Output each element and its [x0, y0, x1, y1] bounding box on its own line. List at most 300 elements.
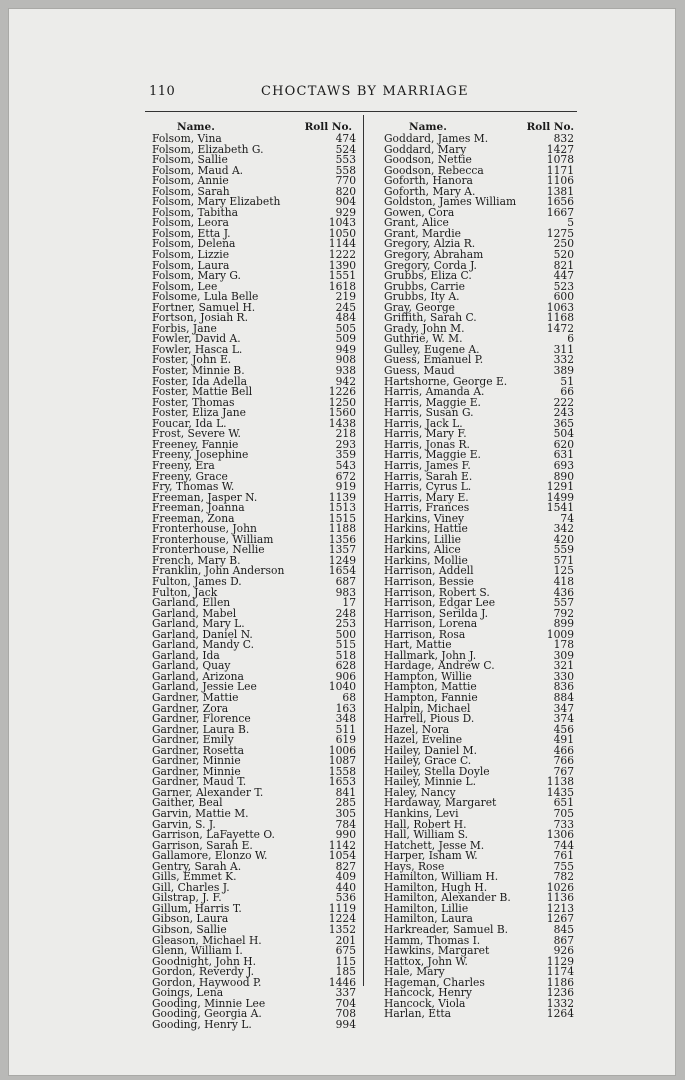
entry-name: Gillum, Harris T.	[152, 901, 242, 915]
entry-roll-number: 1654	[328, 564, 356, 578]
entry-roll-number: 51	[560, 374, 574, 388]
entry-roll-number: 509	[335, 332, 356, 346]
entry-name: Garland, Mary L.	[152, 617, 245, 631]
entry-roll-number: 321	[553, 659, 574, 673]
entry-roll-number: 884	[553, 690, 574, 704]
entry-roll-number: 420	[553, 532, 574, 546]
entry-roll-number: 185	[335, 965, 356, 979]
entry-name: Guess, Maud	[384, 364, 455, 378]
entry-roll-number: 409	[335, 870, 356, 884]
entry-name: Gregory, Abraham	[384, 248, 484, 262]
entry-roll-number: 219	[335, 290, 356, 304]
entry-roll-number: 115	[335, 954, 356, 968]
entry-name: Garvin, Mattie M.	[152, 807, 249, 820]
entry-name: Franklin, John Anderson	[152, 564, 285, 578]
entry-roll-number: 1558	[328, 764, 356, 778]
entry-name: Hancock, Henry	[384, 986, 472, 1000]
entry-name: Gordon, Reverdy J.	[152, 965, 255, 979]
entry-roll-number: 1499	[546, 490, 574, 504]
entry-roll-number: 342	[553, 522, 574, 536]
entry-name: Gooding, Georgia A.	[152, 1007, 262, 1021]
entry-roll-number: 1390	[328, 258, 356, 272]
entry-roll-number: 1435	[546, 785, 574, 799]
column-divider	[363, 115, 364, 986]
entry-name: Harkins, Hattie	[384, 522, 468, 536]
entry-name: Hamilton, William H.	[384, 870, 499, 884]
entry-name: Hawkins, Margaret	[384, 944, 490, 958]
entry-name: Gardner, Zora	[152, 701, 229, 715]
entry-name: Foster, Eliza Jane	[152, 406, 246, 420]
entry-roll-number: 733	[553, 817, 574, 831]
entry-roll-number: 553	[335, 153, 356, 167]
entry-roll-number: 511	[335, 722, 356, 736]
entry-roll-number: 1356	[328, 532, 356, 546]
entry-roll-number: 766	[553, 754, 574, 768]
entry-roll-number: 983	[335, 585, 356, 599]
entry-name: Folsom, Annie	[152, 174, 229, 188]
entry-roll-number: 1186	[546, 975, 574, 989]
entry-roll-number: 389	[553, 364, 574, 378]
entry-name: Goforth, Hanora	[384, 174, 473, 188]
entry-roll-number: 904	[335, 195, 356, 209]
entry-name: Hankins, Levi	[384, 807, 459, 820]
entry-roll-number: 484	[335, 311, 356, 325]
entry-roll-number: 1168	[546, 311, 574, 325]
right-entry-list	[382, 134, 578, 1020]
entry-name: Hall, William S.	[384, 828, 469, 842]
entry-roll-number: 1040	[328, 680, 356, 694]
entry-roll-number: 1472	[546, 321, 574, 335]
entry-roll-number: 761	[553, 849, 574, 863]
entry-roll-number: 305	[335, 807, 356, 820]
entry-roll-number: 1026	[546, 880, 574, 894]
entry-roll-number: 926	[553, 944, 574, 958]
entry-name: Hamm, Thomas I.	[384, 933, 481, 947]
entry-name: Glenn, William I.	[152, 944, 243, 958]
entry-roll-number: 687	[335, 574, 356, 588]
entry-roll-number: 841	[335, 785, 356, 799]
entry-roll-number: 1381	[546, 184, 574, 198]
entry-name: Fortson, Josiah R.	[152, 311, 248, 325]
entry-name: Gardner, Rosetta	[152, 743, 245, 757]
entry-name: Halpin, Michael	[384, 701, 471, 715]
entry-name: Fulton, Jack	[152, 585, 218, 599]
entry-name: Gardner, Mattie	[152, 690, 239, 704]
entry-name: Freeny, Grace	[152, 469, 228, 483]
entry-roll-number: 1236	[546, 986, 574, 1000]
entry-roll-number: 1352	[328, 923, 356, 937]
entry-roll-number: 1291	[546, 480, 574, 494]
entry-name: Foster, Ida Adella	[152, 374, 248, 388]
entry-roll-number: 1653	[328, 775, 356, 789]
entry-roll-number: 332	[553, 353, 574, 367]
entry-name: Goodson, Rebecca	[384, 163, 484, 177]
entry-roll-number: 1618	[328, 279, 356, 293]
entry-roll-number: 1513	[328, 501, 356, 515]
entry-roll-number: 755	[553, 859, 574, 873]
entry-name: Gardner, Maud T.	[152, 775, 247, 789]
entry-roll-number: 74	[560, 511, 574, 525]
entry-name: Grant, Mardie	[384, 226, 461, 240]
entry-roll-number: 1087	[328, 754, 356, 768]
entry-name: Freeman, Joanna	[152, 501, 245, 515]
entry-name: Harrison, Lorena	[384, 617, 478, 631]
entry-name: Hamilton, Lillie	[384, 901, 469, 915]
entry-name: Hartshorne, George E.	[384, 374, 508, 388]
entry-name: Garland, Arizona	[152, 669, 244, 683]
entry-roll-number: 466	[553, 743, 574, 757]
entry-name: Hardaway, Margaret	[384, 796, 497, 810]
entry-name: Goodnight, John H.	[152, 954, 256, 968]
entry-roll-number: 836	[553, 680, 574, 694]
entry-roll-number: 558	[335, 163, 356, 177]
entry-name: Guthrie, W. M.	[384, 332, 463, 346]
entry-roll-number: 994	[335, 1017, 356, 1031]
entry-roll-number: 908	[335, 353, 356, 367]
entry-name: Garrison, LaFayette O.	[152, 828, 275, 842]
name-column-heading: Name.	[177, 121, 215, 133]
entry-name: Fulton, James D.	[152, 574, 242, 588]
entry-roll-number: 1427	[546, 142, 574, 156]
right-column	[382, 121, 578, 1020]
entry-roll-number: 1438	[328, 416, 356, 430]
entry-roll-number: 559	[553, 543, 574, 557]
entry-name: Hailey, Daniel M.	[384, 743, 477, 757]
entry-name: Gill, Charles J.	[152, 880, 230, 894]
entry-name: Harrison, Edgar Lee	[384, 596, 496, 610]
entry-name: Hallmark, John J.	[384, 648, 477, 662]
entry-roll-number: 631	[553, 448, 574, 462]
entry-roll-number: 245	[335, 300, 356, 314]
entry-roll-number: 1142	[328, 838, 356, 852]
entry-roll-number: 1174	[546, 965, 574, 979]
entry-roll-number: 867	[553, 933, 574, 947]
entry-name: Hamilton, Hugh H.	[384, 880, 488, 894]
entry-name: Gleason, Michael H.	[152, 933, 262, 947]
entry-roll-number: 543	[335, 458, 356, 472]
entry-name: Harrison, Serilda J.	[384, 606, 488, 620]
entry-roll-number: 337	[335, 986, 356, 1000]
entry-name: Fronterhouse, Nellie	[152, 543, 265, 557]
entry-roll-number: 222	[553, 395, 574, 409]
name-column-heading: Name.	[409, 121, 447, 133]
entry-roll-number: 949	[335, 342, 356, 356]
entry-roll-number: 68	[342, 690, 356, 704]
entry-roll-number: 832	[553, 132, 574, 145]
entry-roll-number: 447	[553, 269, 574, 283]
entry-name: Harkreader, Samuel B.	[384, 923, 509, 937]
entry-roll-number: 243	[553, 406, 574, 420]
entry-roll-number: 1144	[328, 237, 356, 251]
entry-roll-number: 1249	[328, 553, 356, 567]
entry-roll-number: 293	[335, 437, 356, 451]
entry-roll-number: 792	[553, 606, 574, 620]
entry-roll-number: 436	[553, 585, 574, 599]
entry-roll-number: 672	[335, 469, 356, 483]
entry-roll-number: 705	[553, 807, 574, 820]
entry-name: Gooding, Minnie Lee	[152, 996, 266, 1010]
entry-roll-number: 1078	[546, 153, 574, 167]
entry-name: Gardner, Laura B.	[152, 722, 250, 736]
entry-roll-number: 938	[335, 364, 356, 378]
entry-name: Hattox, John W.	[384, 954, 468, 968]
entry-name: Fronterhouse, John	[152, 522, 257, 536]
entry-name: Harkins, Alice	[384, 543, 461, 557]
entry-roll-number: 524	[335, 142, 356, 156]
entry-name: Harrison, Robert S.	[384, 585, 490, 599]
entry-roll-number: 1226	[328, 385, 356, 399]
entry-name: Hale, Mary	[384, 965, 445, 979]
entry-name: Harkins, Lillie	[384, 532, 461, 546]
entry-name: Hamilton, Laura	[384, 912, 473, 926]
entry-roll-number: 1009	[546, 627, 574, 641]
header-rule	[145, 111, 577, 112]
entry-roll-number: 1188	[328, 522, 356, 536]
running-title: CHOCTAWS BY MARRIAGE	[261, 84, 469, 99]
entry-roll-number: 456	[553, 722, 574, 736]
entry-roll-number: 744	[553, 838, 574, 852]
entry-name: Hancock, Viola	[384, 996, 466, 1010]
entry-name: Garland, Ida	[152, 648, 220, 662]
entry-roll-number: 6	[567, 332, 574, 346]
entry-name: Grubbs, Carrie	[384, 279, 466, 293]
entry-name: Folsom, Mary Elizabeth	[152, 195, 281, 209]
entry-roll-number: 365	[553, 416, 574, 430]
entry-roll-number: 651	[553, 796, 574, 810]
entry-roll-number: 500	[335, 627, 356, 641]
entry-roll-number: 374	[553, 712, 574, 726]
entry-name: Hays, Rose	[384, 859, 445, 873]
entry-name: Gilstrap, J. F.	[152, 891, 222, 905]
entry-roll-number: 178	[553, 638, 574, 652]
entry-roll-number: 1171	[546, 163, 574, 177]
entry-roll-number: 125	[553, 564, 574, 578]
entry-name: Fronterhouse, William	[152, 532, 274, 546]
entry-roll-number: 1332	[546, 996, 574, 1010]
entry-name: Gills, Emmet K.	[152, 870, 237, 884]
entry-name: Harper, Isham W.	[384, 849, 478, 863]
entry-name: Folsom, Lee	[152, 279, 218, 293]
entry-roll-number: 782	[553, 870, 574, 884]
entry-roll-number: 1139	[328, 490, 356, 504]
left-column	[150, 121, 360, 1030]
entry-name: Goforth, Mary A.	[384, 184, 476, 198]
entry-roll-number: 536	[335, 891, 356, 905]
entry-name: Hailey, Stella Doyle	[384, 764, 490, 778]
entry-roll-number: 820	[335, 184, 356, 198]
entry-name: Folsom, Tabitha	[152, 205, 239, 219]
entry-roll-number: 1213	[546, 901, 574, 915]
entry-roll-number: 248	[335, 606, 356, 620]
entry-name: Grubbs, Ity A.	[384, 290, 460, 304]
entry-name: Gordon, Haywood P.	[152, 975, 262, 989]
entry-name: Grubbs, Eliza C.	[384, 269, 472, 283]
entry-name: Foster, Mattie Bell	[152, 385, 253, 399]
entry-name: Harris, Amanda A.	[384, 385, 485, 399]
entry-name: Folsom, Lizzie	[152, 248, 230, 262]
entry-roll-number: 348	[335, 712, 356, 726]
entry-name: Harris, James F.	[384, 458, 471, 472]
entry-roll-number: 1138	[546, 775, 574, 789]
entry-name: Goings, Lena	[152, 986, 224, 1000]
entry-roll-number: 1119	[328, 901, 356, 915]
entry-roll-number: 767	[553, 764, 574, 778]
entry-roll-number: 66	[560, 385, 574, 399]
entry-name: Harris, Jonas R.	[384, 437, 470, 451]
entry-name: Hardage, Andrew C.	[384, 659, 495, 673]
entry-name: Hatchett, Jesse M.	[384, 838, 485, 852]
entry-name: Foucar, Ida L.	[152, 416, 227, 430]
entry-name: Forbis, Jane	[152, 321, 217, 335]
entry-roll-number: 474	[335, 132, 356, 145]
entry-name: Harris, Cyrus L.	[384, 480, 472, 494]
entry-name: Folsom, Laura	[152, 258, 230, 272]
entry-name: Garrison, Sarah E.	[152, 838, 253, 852]
entry-roll-number: 821	[553, 258, 574, 272]
entry-roll-number: 620	[553, 437, 574, 451]
entry-name: Folsom, Delena	[152, 237, 236, 251]
entry-name: Harrison, Rosa	[384, 627, 466, 641]
entry-roll-number: 505	[335, 321, 356, 335]
entry-name: Freeman, Zona	[152, 511, 235, 525]
entry-roll-number: 675	[335, 944, 356, 958]
entry-roll-number: 704	[335, 996, 356, 1010]
entry-roll-number: 1063	[546, 300, 574, 314]
entry-name: Fortner, Samuel H.	[152, 300, 256, 314]
entry-name: Hazel, Eveline	[384, 733, 463, 747]
entry-name: Harrison, Addell	[384, 564, 474, 578]
entry-name: Grant, Alice	[384, 216, 449, 230]
entry-name: Harris, Mary E.	[384, 490, 469, 504]
entry-roll-number: 1043	[328, 216, 356, 230]
entry-name: Folsom, Vina	[152, 132, 222, 145]
entry-name: Gentry, Sarah A.	[152, 859, 242, 873]
entry-name: Freeny, Josephine	[152, 448, 249, 462]
entry-roll-number: 1250	[328, 395, 356, 409]
entry-name: Folsom, Sallie	[152, 153, 228, 167]
entry-roll-number: 770	[335, 174, 356, 188]
entry-roll-number: 218	[335, 427, 356, 441]
entry-name: Gibson, Sallie	[152, 923, 227, 937]
entry-name: Freeny, Era	[152, 458, 215, 472]
entry-name: Foster, Minnie B.	[152, 364, 245, 378]
entry-roll-number: 5	[567, 216, 574, 230]
entry-name: Garland, Quay	[152, 659, 231, 673]
entry-name: Gardner, Minnie	[152, 754, 241, 768]
entry-roll-number: 253	[335, 617, 356, 631]
entry-name: Gallamore, Elonzo W.	[152, 849, 268, 863]
roll-column-heading: Roll No.	[526, 121, 574, 133]
entry-roll-number: 906	[335, 669, 356, 683]
entry-name: Hageman, Charles	[384, 975, 485, 989]
entry-roll-number: 309	[553, 648, 574, 662]
entry-name: Harlan, Etta	[384, 1007, 452, 1021]
entry-roll-number: 504	[553, 427, 574, 441]
entry-roll-number: 1106	[546, 174, 574, 188]
entry-name: Hailey, Minnie L.	[384, 775, 477, 789]
entry-name: Folsome, Lula Belle	[152, 290, 259, 304]
entry-name: Hamilton, Alexander B.	[384, 891, 511, 905]
entry-roll-number: 359	[335, 448, 356, 462]
entry-name: Griffith, Sarah C.	[384, 311, 477, 325]
entry-name: Goddard, Mary	[384, 142, 467, 156]
entry-name: Grady, John M.	[384, 321, 465, 335]
entry-roll-number: 1264	[546, 1007, 574, 1021]
entry-roll-number: 1224	[328, 912, 356, 926]
entry-name: Gray, George	[384, 300, 456, 314]
entry-roll-number: 708	[335, 1007, 356, 1021]
entry-roll-number: 1136	[546, 891, 574, 905]
entry-name: Hall, Robert H.	[384, 817, 467, 831]
entry-roll-number: 1306	[546, 828, 574, 842]
entry-name: Gardner, Emily	[152, 733, 234, 747]
entry-name: Gaither, Beal	[152, 796, 223, 810]
entry-roll-number: 311	[553, 342, 574, 356]
roll-column-heading: Roll No.	[304, 121, 352, 133]
entry-roll-number: 523	[553, 279, 574, 293]
entry-roll-number: 1656	[546, 195, 574, 209]
entry-roll-number: 201	[335, 933, 356, 947]
entry-name: Harris, Maggie E.	[384, 448, 481, 462]
entry-roll-number: 571	[553, 553, 574, 567]
entry-name: Gardner, Minnie	[152, 764, 241, 778]
list-item	[150, 1017, 360, 1031]
entry-name: Harris, Sarah E.	[384, 469, 473, 483]
entry-roll-number: 285	[335, 796, 356, 810]
entry-roll-number: 1267	[546, 912, 574, 926]
entry-name: Gooding, Henry L.	[152, 1017, 252, 1031]
entry-roll-number: 1054	[328, 849, 356, 863]
list-item	[382, 1009, 578, 1020]
entry-name: Goddard, James M.	[384, 132, 489, 145]
entry-name: Haley, Nancy	[384, 785, 456, 799]
entry-roll-number: 491	[553, 733, 574, 747]
entry-name: Hampton, Mattie	[384, 680, 477, 694]
entry-name: Garland, Ellen	[152, 596, 231, 610]
entry-roll-number: 330	[553, 669, 574, 683]
entry-roll-number: 1515	[328, 511, 356, 525]
entry-name: Folsom, Elizabeth G.	[152, 142, 264, 156]
entry-roll-number: 1129	[546, 954, 574, 968]
entry-name: Gregory, Alzia R.	[384, 237, 476, 251]
entry-roll-number: 1222	[328, 248, 356, 262]
entry-roll-number: 1275	[546, 226, 574, 240]
entry-roll-number: 520	[553, 248, 574, 262]
entry-roll-number: 1551	[328, 269, 356, 283]
entry-name: Hailey, Grace C.	[384, 754, 472, 768]
entry-roll-number: 418	[553, 574, 574, 588]
entry-roll-number: 250	[553, 237, 574, 251]
entry-roll-number: 515	[335, 638, 356, 652]
entry-name: Hart, Mattie	[384, 638, 452, 652]
entry-roll-number: 1541	[546, 501, 574, 515]
entry-name: Guess, Emanuel P.	[384, 353, 484, 367]
entry-roll-number: 942	[335, 374, 356, 388]
entry-roll-number: 600	[553, 290, 574, 304]
entry-name: Gardner, Florence	[152, 712, 251, 726]
entry-name: Freeney, Fannie	[152, 437, 239, 451]
entry-name: Freeman, Jasper N.	[152, 490, 258, 504]
entry-roll-number: 919	[335, 480, 356, 494]
entry-name: Harris, Susan G.	[384, 406, 474, 420]
entry-roll-number: 557	[553, 596, 574, 610]
entry-name: Goldston, James William	[384, 195, 517, 209]
entry-roll-number: 440	[335, 880, 356, 894]
entry-name: Garner, Alexander T.	[152, 785, 264, 799]
entry-roll-number: 1667	[546, 205, 574, 219]
entry-name: Gibson, Laura	[152, 912, 229, 926]
entry-roll-number: 1446	[328, 975, 356, 989]
